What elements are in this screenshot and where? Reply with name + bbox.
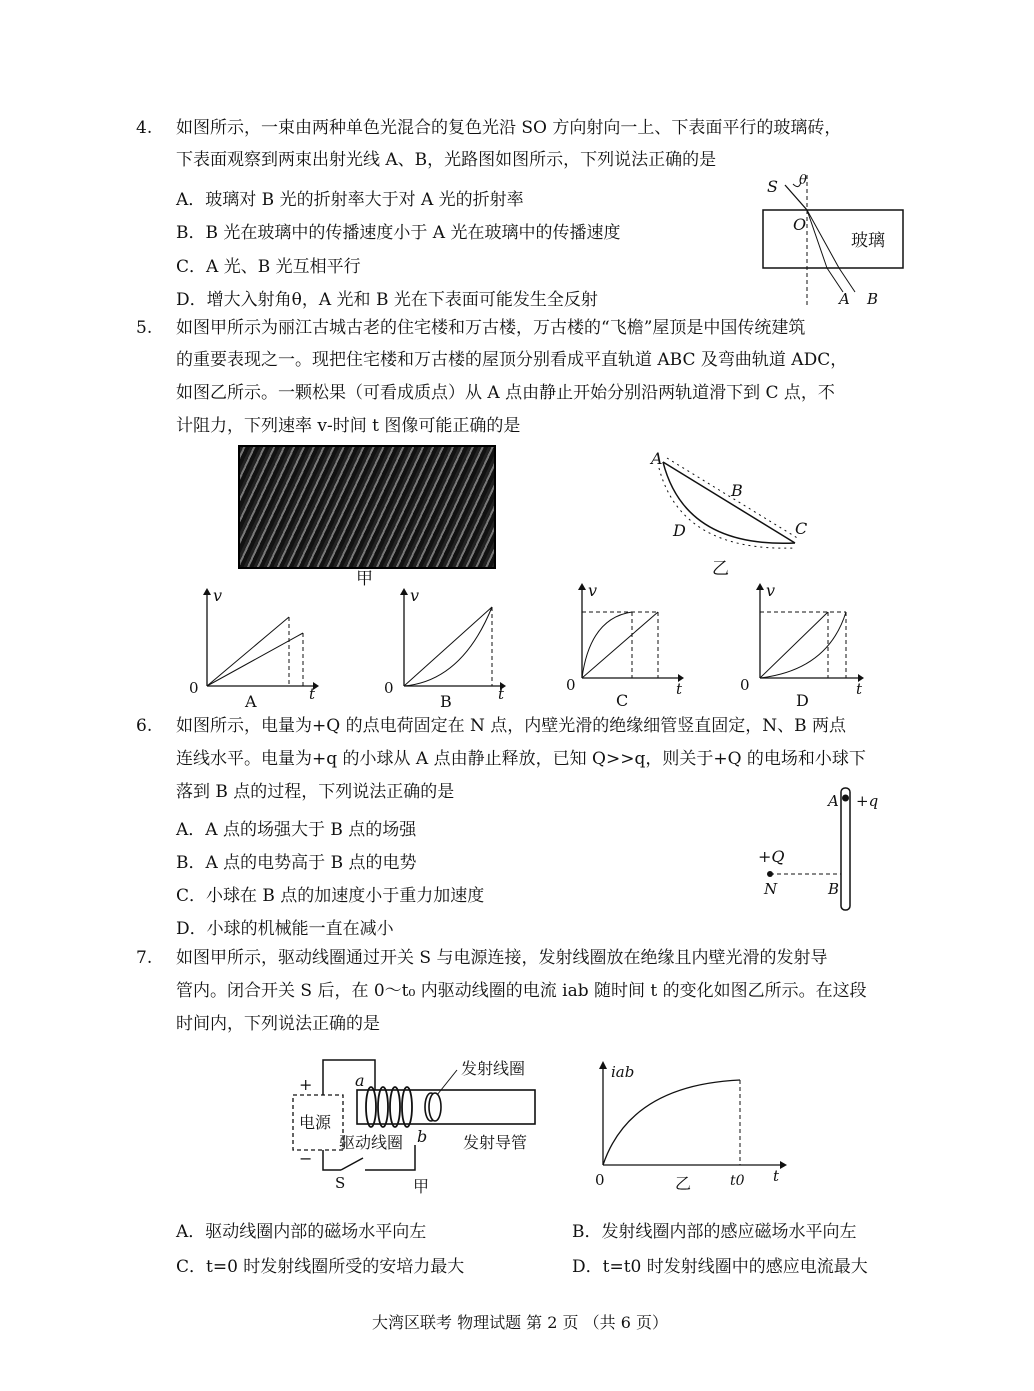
q5-track-d: D <box>673 521 686 540</box>
q5-stem-line1: 如图甲所示为丽江古城古老的住宅楼和万古楼，万古楼的“飞檐”屋顶是中国传统建筑 <box>176 318 806 338</box>
q6-stem-line1: 如图所示，电量为+Q 的点电荷固定在 N 点，内壁光滑的绝缘细管竖直固定，N、B 两点 <box>176 716 847 736</box>
q5-graph-a-v: v <box>213 586 223 605</box>
q4-label-s: S <box>767 177 778 196</box>
q7-label-a: a <box>355 1071 365 1090</box>
q7-number: 7. <box>136 948 153 968</box>
q4-option-d: D．增大入射角θ，A 光和 B 光在下表面可能发生全反射 <box>176 290 598 310</box>
q7-label-plus: + <box>299 1075 313 1094</box>
q6-label-b: B <box>828 880 840 898</box>
q7-stem-line1: 如图甲所示，驱动线圈通过开关 S 与电源连接，发射线圈放在绝缘且内壁光滑的发射导 <box>176 948 828 968</box>
q5-graph-d-v: v <box>766 581 776 600</box>
q4-glass-figure <box>755 170 935 310</box>
q7-option-b: B．发射线圈内部的感应磁场水平向左 <box>572 1222 857 1242</box>
q5-graph-c-origin: 0 <box>566 676 576 694</box>
q4-label-a: A <box>839 290 850 308</box>
q7-option-d: D．t=t0 时发射线圈中的感应电流最大 <box>572 1257 868 1277</box>
q6-label-plus-big-q: +Q <box>758 847 785 866</box>
q7-label-b: b <box>417 1127 428 1146</box>
q7-label-source: 电源 <box>299 1113 332 1132</box>
q7-circuit-figure <box>285 1040 545 1200</box>
q6-label-n: N <box>764 880 778 898</box>
q7-label-tube: 发射导管 <box>463 1133 528 1152</box>
q5-graph-b-label: B <box>440 692 452 711</box>
q5-graph-a-t: t <box>309 685 316 703</box>
q7-label-s: S <box>335 1174 346 1192</box>
q6-option-c: C．小球在 B 点的加速度小于重力加速度 <box>176 886 485 906</box>
q5-track-b: B <box>731 481 743 500</box>
q7-label-launch-coil: 发射线圈 <box>461 1059 526 1078</box>
q5-track-figure <box>645 448 825 578</box>
q5-track-a: A <box>651 449 663 468</box>
q7-label-minus: − <box>299 1149 313 1168</box>
q7-current-graph <box>585 1055 790 1195</box>
q6-number: 6. <box>136 716 153 736</box>
q4-number: 4. <box>136 118 153 138</box>
q5-graph-b-origin: 0 <box>384 679 394 697</box>
q7-stem-line3: 时间内，下列说法正确的是 <box>176 1014 380 1034</box>
q5-caption-yi: 乙 <box>712 559 729 579</box>
q6-option-d: D．小球的机械能一直在减小 <box>176 919 394 939</box>
q7-label-drive-coil: 驱动线圈 <box>339 1133 404 1152</box>
q5-stem-line4: 计阻力，下列速率 v-时间 t 图像可能正确的是 <box>176 416 521 436</box>
q7-graph-t0: t0 <box>730 1173 745 1189</box>
q5-graph-c-t: t <box>676 680 683 698</box>
q5-graph-d-origin: 0 <box>740 676 750 694</box>
q5-stem-line3: 如图乙所示。一颗松果（可看成质点）从 A 点由静止开始分别沿两轨道滑下到 C 点，不 <box>176 383 835 403</box>
q6-option-b: B．A 点的电势高于 B 点的电势 <box>176 853 417 873</box>
q7-option-a: A．驱动线圈内部的磁场水平向左 <box>176 1222 427 1242</box>
q4-option-c: C．A 光、B 光互相平行 <box>176 257 361 277</box>
q6-stem-line2: 连线水平。电量为+q 的小球从 A 点由静止释放，已知 Q>>q，则关于+Q 的电场和小球下 <box>176 749 866 769</box>
q5-graph-d-t: t <box>856 680 863 698</box>
q7-graph-t: t <box>773 1167 780 1185</box>
q5-graph-a-origin: 0 <box>189 679 199 697</box>
q5-graph-c-label: C <box>616 691 629 710</box>
q7-caption-yi: 乙 <box>675 1174 692 1193</box>
q4-stem-line2: 下表面观察到两束出射光线 A、B，光路图如图所示，下列说法正确的是 <box>176 150 717 170</box>
q7-graph-origin: 0 <box>595 1171 605 1189</box>
q5-number: 5. <box>136 318 153 338</box>
q5-graph-d-label: D <box>796 691 809 710</box>
q5-photo-jia <box>238 445 496 569</box>
q5-graph-d <box>738 578 873 713</box>
q4-label-b: B <box>867 290 879 308</box>
q6-option-a: A．A 点的场强大于 B 点的场强 <box>176 820 417 840</box>
q6-label-plus-q: +q <box>856 792 879 810</box>
q5-caption-jia: 甲 <box>356 569 373 589</box>
q4-option-a: A．玻璃对 B 光的折射率大于对 A 光的折射率 <box>176 190 524 210</box>
q5-stem-line2: 的重要表现之一。现把住宅楼和万古楼的屋顶分别看成平直轨道 ABC 及弯曲轨道 ADC， <box>176 350 848 370</box>
q4-option-b: B．B 光在玻璃中的传播速度小于 A 光在玻璃中的传播速度 <box>176 223 621 243</box>
q4-label-theta: θ <box>799 173 807 188</box>
q4-stem-line1: 如图所示，一束由两种单色光混合的复色光沿 SO 方向射向一上、下表面平行的玻璃砖， <box>176 118 842 138</box>
q7-graph-iab: iab <box>611 1063 635 1081</box>
page-footer: 大湾区联考 物理试题 第 2 页 （共 6 页） <box>372 1313 668 1332</box>
q7-option-c: C．t=0 时发射线圈所受的安培力最大 <box>176 1257 465 1277</box>
q6-label-a: A <box>828 792 839 810</box>
q5-graph-a <box>185 583 320 713</box>
q5-graph-a-label: A <box>245 692 257 711</box>
q7-caption-jia: 甲 <box>413 1177 430 1196</box>
q7-stem-line2: 管内。闭合开关 S 后，在 0～t₀ 内驱动线圈的电流 iab 随时间 t 的变化如图乙所示。在这段 <box>176 981 867 1001</box>
q6-stem-line3: 落到 B 点的过程，下列说法正确的是 <box>176 782 455 802</box>
q5-graph-b-t: t <box>498 685 505 703</box>
q5-graph-b <box>382 583 517 713</box>
q5-graph-c <box>560 578 695 713</box>
q5-track-c: C <box>795 519 808 538</box>
q4-label-o: O <box>793 215 807 234</box>
q5-graph-c-v: v <box>588 581 598 600</box>
q4-label-glass: 玻璃 <box>851 231 885 251</box>
q6-tube-figure <box>750 782 900 914</box>
q5-graph-b-v: v <box>410 586 420 605</box>
